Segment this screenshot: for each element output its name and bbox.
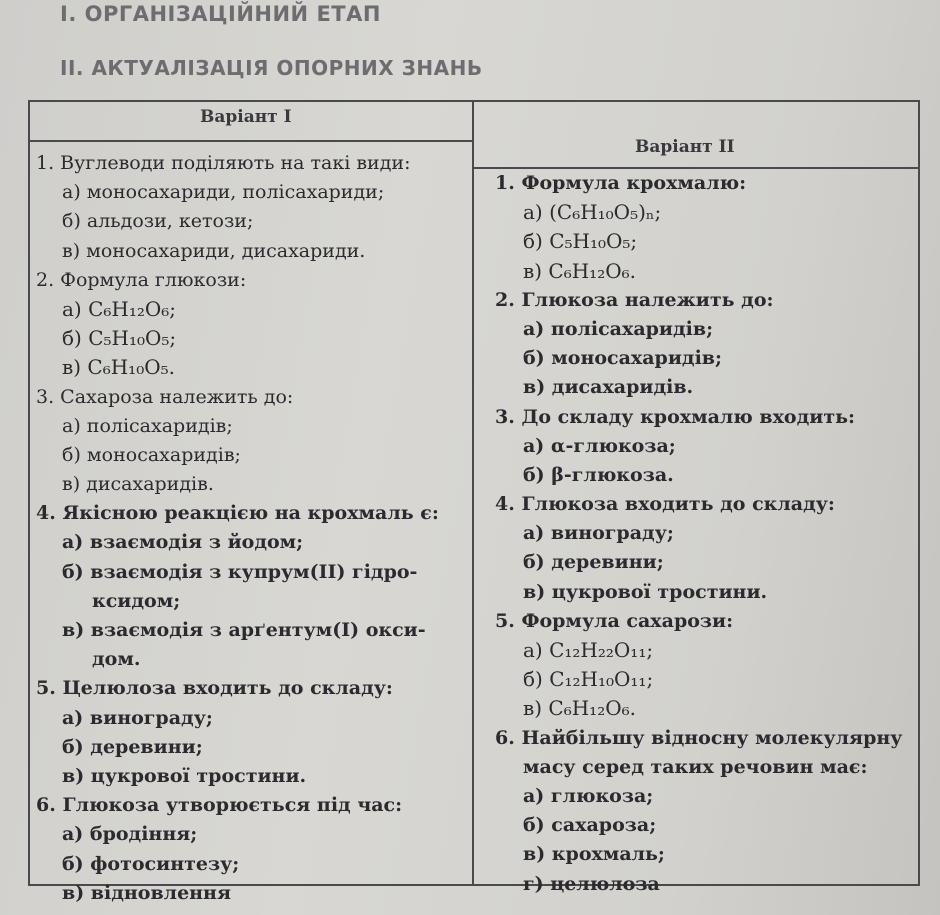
question-line: 3. До складу крохмалю входить: bbox=[495, 405, 856, 428]
variant-2-title: Варіант ІІ bbox=[635, 137, 735, 157]
answer-line: а) полісахаридів; bbox=[62, 414, 233, 437]
answer-line: а) глюкоза; bbox=[523, 784, 654, 807]
stage-heading-2: ІІ. АКТУАЛІЗАЦІЯ ОПОРНИХ ЗНАНЬ bbox=[60, 56, 483, 80]
column-divider bbox=[472, 100, 474, 886]
answer-line: в) C₆H₁₂O₆. bbox=[523, 258, 636, 283]
answer-line: в) взаємодія з арґентум(І) окси- bbox=[62, 619, 426, 641]
answer-line: а) взаємодія з йодом; bbox=[62, 531, 304, 554]
header-divider-left bbox=[28, 140, 474, 142]
answer-line: в) цукрової тростини. bbox=[523, 580, 768, 603]
variant-1-column bbox=[30, 149, 470, 908]
answer-line: а) C₆H₁₂O₆; bbox=[62, 296, 177, 321]
answer-line: в) моносахариди, дисахариди. bbox=[62, 239, 366, 262]
answer-line: б) C₁₂H₁₀O₁₁; bbox=[523, 667, 654, 692]
answer-line: б) сахароза; bbox=[523, 814, 657, 837]
answer-line: в) C₆H₁₀O₅. bbox=[62, 355, 175, 380]
answer-line: в) відновлення bbox=[62, 881, 232, 904]
answer-line: а) винограду; bbox=[523, 522, 674, 545]
answer-line: в) C₆H₁₂O₆. bbox=[523, 696, 636, 721]
answer-line: а) моносахариди, полісахариди; bbox=[62, 181, 385, 204]
answer-line: б) деревини; bbox=[62, 735, 203, 758]
answer-line: б) деревини; bbox=[523, 551, 664, 574]
question-line: 4. Якісною реакцією на крохмаль є: bbox=[36, 502, 439, 525]
answer-line: а) (C₆H₁₀O₅)ₙ; bbox=[523, 200, 662, 225]
answer-line: б) моносахаридів; bbox=[62, 443, 241, 466]
answer-line: б) взаємодія з купрум(ІІ) гідро- bbox=[62, 560, 418, 583]
answer-line: б) моносахаридів; bbox=[523, 347, 723, 370]
answer-line: б) альдози, кетози; bbox=[62, 210, 254, 233]
answer-line: б) C₅H₁₀O₅; bbox=[62, 326, 177, 351]
question-line: 5. Формула сахарози: bbox=[495, 609, 734, 632]
answer-continuation: ксидом; bbox=[92, 589, 181, 612]
answer-line: в) дисахаридів. bbox=[62, 473, 214, 496]
question-continuation: масу серед таких речовин має: bbox=[523, 755, 868, 778]
question-line: 6. Найбільшу відносну молекулярну bbox=[495, 726, 903, 749]
answer-line: в) цукрової тростини. bbox=[62, 764, 307, 787]
question-line: 1. Формула крохмалю: bbox=[495, 172, 747, 194]
variant-2-column bbox=[495, 169, 915, 899]
question-line: 3. Сахароза належить до: bbox=[36, 385, 294, 408]
question-line: 4. Глюкоза входить до складу: bbox=[495, 493, 835, 516]
answer-line: а) α-глюкоза; bbox=[523, 434, 676, 457]
answer-line: а) винограду; bbox=[62, 706, 213, 729]
question-line: 1. Вуглеводи поділяють на такі види: bbox=[36, 152, 411, 174]
answer-line: г) целюлоза bbox=[523, 872, 660, 895]
answer-line: б) фотосинтезу; bbox=[62, 852, 240, 875]
question-line: 2. Глюкоза належить до: bbox=[495, 288, 774, 311]
answer-line: в) крохмаль; bbox=[523, 843, 665, 866]
variant-1-title: Варіант І bbox=[200, 107, 292, 127]
answer-continuation: дом. bbox=[92, 648, 141, 671]
answer-line: а) бродіння; bbox=[62, 823, 198, 846]
question-line: 6. Глюкоза утворюється під час: bbox=[36, 794, 403, 817]
answer-line: а) полісахаридів; bbox=[523, 317, 714, 340]
answer-line: в) дисахаридів. bbox=[523, 376, 694, 399]
question-line: 2. Формула глюкози: bbox=[36, 268, 247, 291]
answer-line: б) β-глюкоза. bbox=[523, 463, 674, 486]
question-line: 5. Целюлоза входить до складу: bbox=[36, 677, 393, 700]
answer-line: б) C₅H₁₀O₅; bbox=[523, 229, 638, 254]
answer-line: а) C₁₂H₂₂O₁₁; bbox=[523, 638, 654, 662]
stage-heading-1: І. ОРГАНІЗАЦІЙНИЙ ЕТАП bbox=[60, 2, 381, 26]
